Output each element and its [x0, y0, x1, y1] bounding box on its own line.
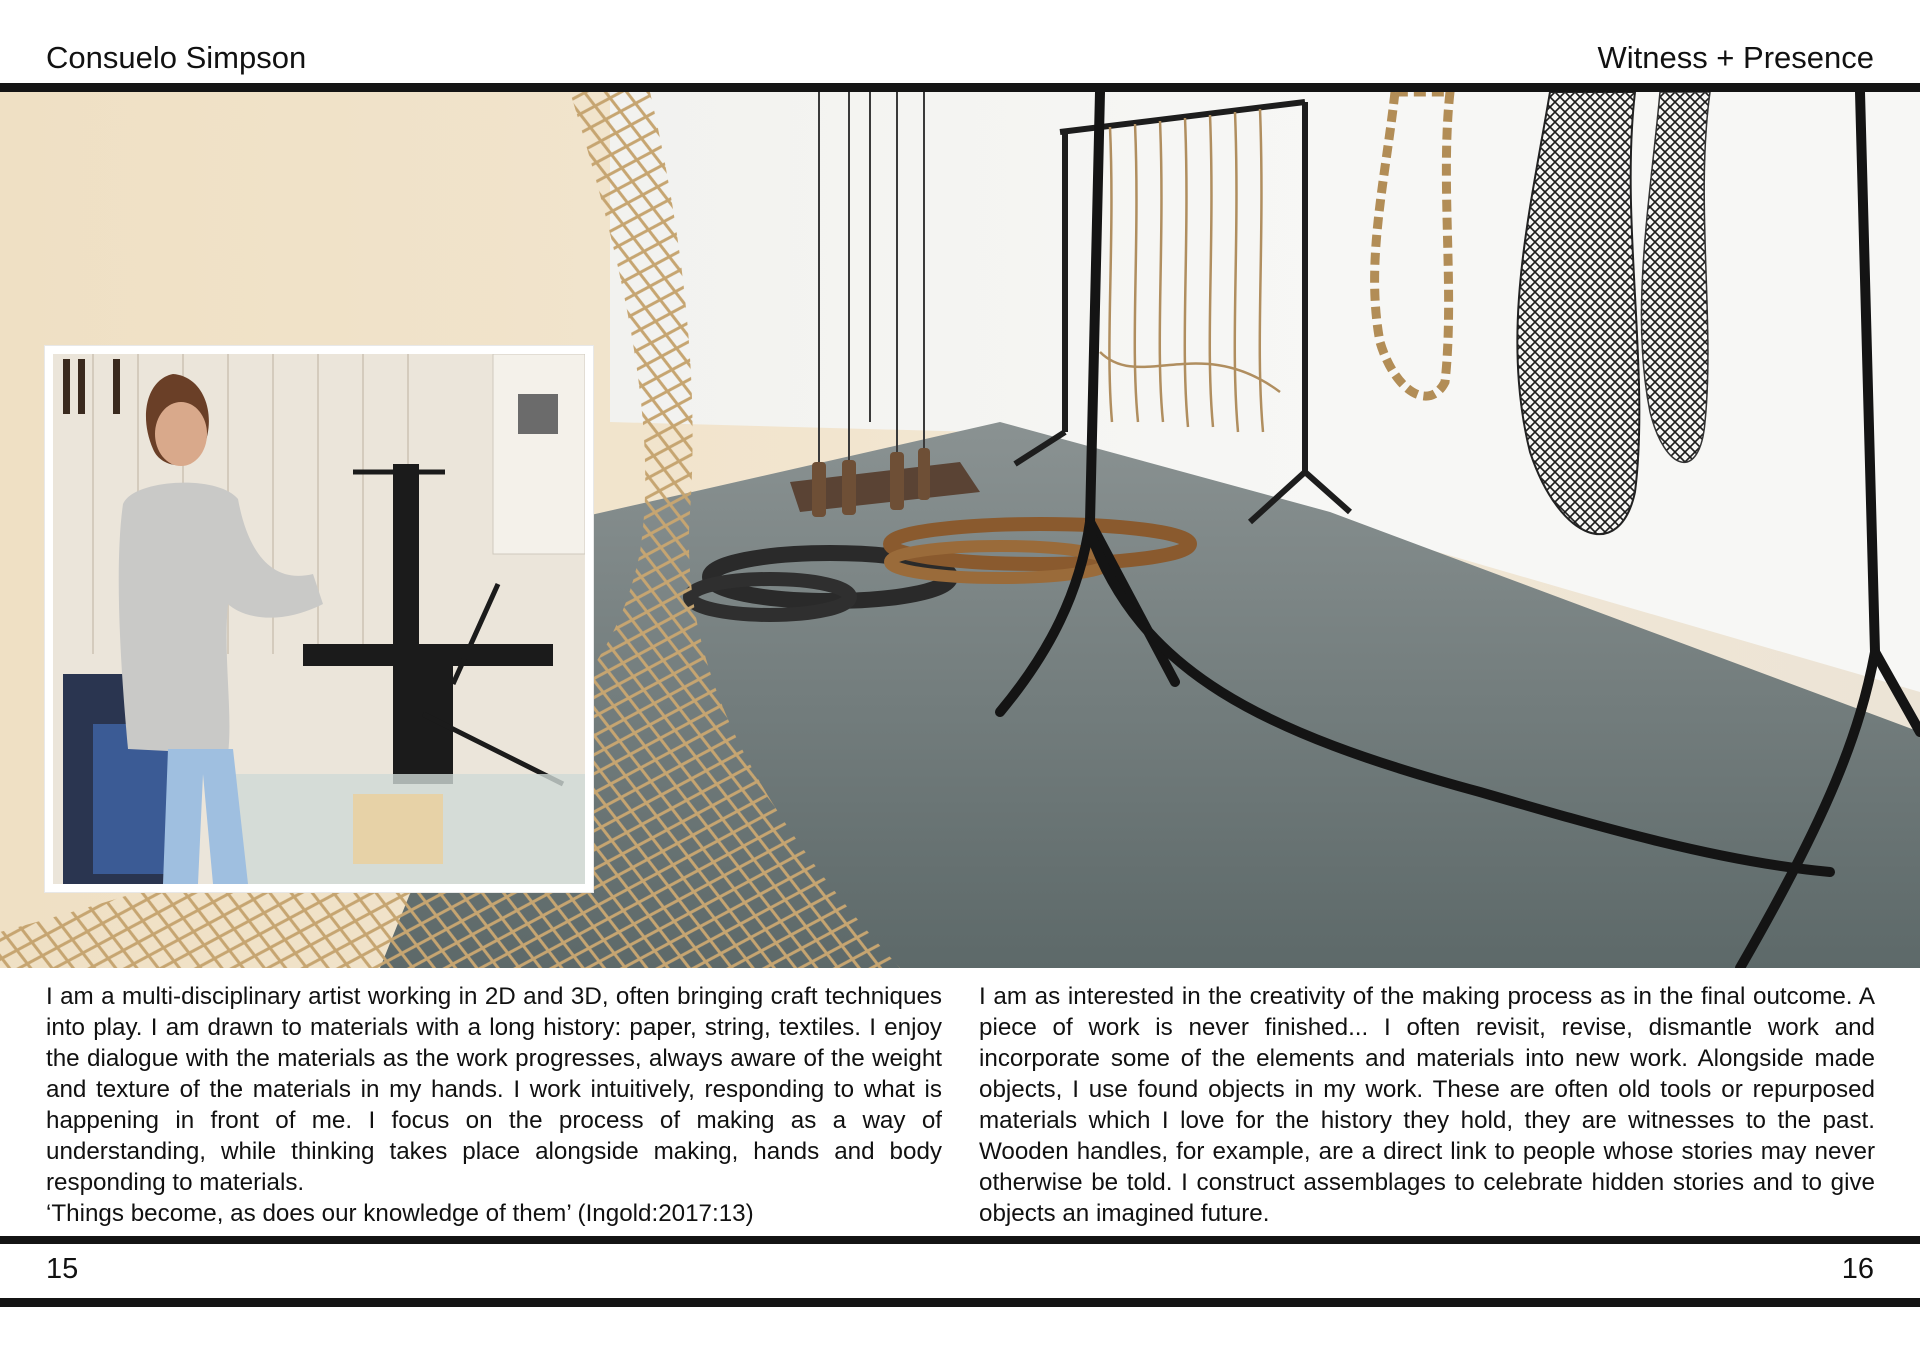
left-paragraph: I am a multi-disciplinary artist working in 2D and 3D, often bringing craft techniques into play. I am drawn to materials with a long history: paper, string, textiles. I enjoy the dialogue with the materials as the work progresses, always aware of the weight and texture of the materials in my hands. I work intuitively, responding to what is happening in front of me. I focus on the process of making as a way of understanding, while thinking takes place alongside making, hands and body responding to materials.	[46, 983, 942, 1196]
page-number-right: 16	[1841, 1253, 1874, 1285]
right-text-column	[979, 981, 1875, 1229]
right-paragraph: I am as interested in the creativity of the making process as in the final outcome. A piece of work is never finished... I often revisit, revise, dismantle work and incorporate some of the elements and materials into new work. Alongside made objects, I use found objects in my work. These are often old tools or repurposed materials which I love for the history they hold, they are witnesses to the past. Wooden handles, for example, are a direct link to people whose stories may never otherwise be told. I construct assemblages to celebrate hidden stories and to give objects an imagined future.	[979, 983, 1875, 1227]
installation-photo	[0, 92, 1920, 968]
artist-portrait-photo	[53, 354, 585, 884]
footer-top-rule	[0, 1236, 1920, 1244]
ingold-quote: ‘Things become, as does our knowledge of them’ (Ingold:2017:13)	[46, 1200, 754, 1227]
artist-portrait-frame	[45, 346, 593, 892]
footer-bottom-rule	[0, 1298, 1920, 1307]
left-text-column	[46, 981, 942, 1229]
author-name: Consuelo Simpson	[46, 40, 307, 75]
top-rule	[0, 83, 1920, 92]
publication-title: Witness + Presence	[1597, 40, 1874, 75]
page-number-left: 15	[46, 1253, 79, 1285]
